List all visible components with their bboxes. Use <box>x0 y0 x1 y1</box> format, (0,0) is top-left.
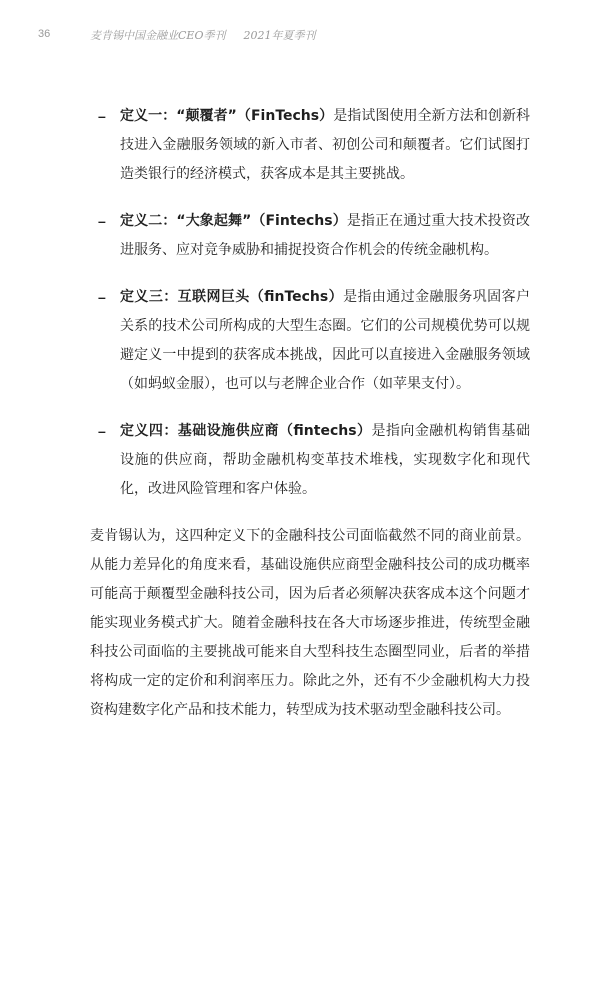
definition-text: 是指由通过金融服务巩固客户关系的技术公司所构成的大型生态圈。它们的公司规模优势可以规避定义一中提到的获客成本挑战，因此可以直接进入金融服务领域（如蚂蚁金服），也可以与老牌企业合作（如苹果支付）。 <box>120 289 530 392</box>
body-paragraph: 麦肯锡认为，这四种定义下的金融科技公司面临截然不同的商业前景。从能力差异化的角度来看，基础设施供应商型金融科技公司的成功概率可能高于颠覆型金融科技公司，因为后者必须解决获客成本这个问题才能实现业务模式扩大。随着金融科技在各大市场逐步推进，传统型金融科技公司面临的主要挑战可能来自大型科技生态圈型同业，后者的举措将构成一定的定价和利润率压力。除此之外，还有不少金融机构大力投资构建数字化产品和技术能力，转型成为技术驱动型金融科技公司。 <box>90 528 530 718</box>
definition-term: 定义一：“颠覆者”（FinTechs） <box>120 108 334 124</box>
definition-item-1 <box>90 102 530 189</box>
dash-bullet: – <box>98 213 106 229</box>
dash-bullet: – <box>98 423 106 439</box>
dash-bullet: – <box>98 108 106 124</box>
definition-text: 是指试图使用全新方法和创新科技进入金融服务领域的新入市者、初创公司和颠覆者。它们试图打造类银行的经济模式，获客成本是其主要挑战。 <box>120 108 531 182</box>
definition-text: 是指向金融机构销售基础设施的供应商，帮助金融机构变革技术堆栈，实现数字化和现代化，改进风险管理和客户体验。 <box>120 423 530 497</box>
page-number: 36 <box>38 28 51 40</box>
article-content <box>90 102 530 725</box>
publication-title: 麦肯锡中国金融业CEO季刊 <box>90 29 226 42</box>
definition-item-2 <box>90 207 530 265</box>
dash-bullet: – <box>98 289 106 305</box>
definition-list <box>90 102 530 504</box>
definition-term: 定义二：“大象起舞”（Fintechs） <box>120 213 347 229</box>
definition-item-4 <box>90 417 530 504</box>
definition-term: 定义三：互联网巨头（finTechs） <box>120 289 344 305</box>
issue-label: 2021年夏季刊 <box>243 29 316 42</box>
running-header <box>90 27 315 43</box>
definition-text: 是指正在通过重大技术投资改进服务、应对竞争威胁和捕捉投资合作机会的传统金融机构。 <box>120 213 530 258</box>
definition-item-3 <box>90 283 530 399</box>
definition-term: 定义四：基础设施供应商（fintechs） <box>120 423 372 439</box>
